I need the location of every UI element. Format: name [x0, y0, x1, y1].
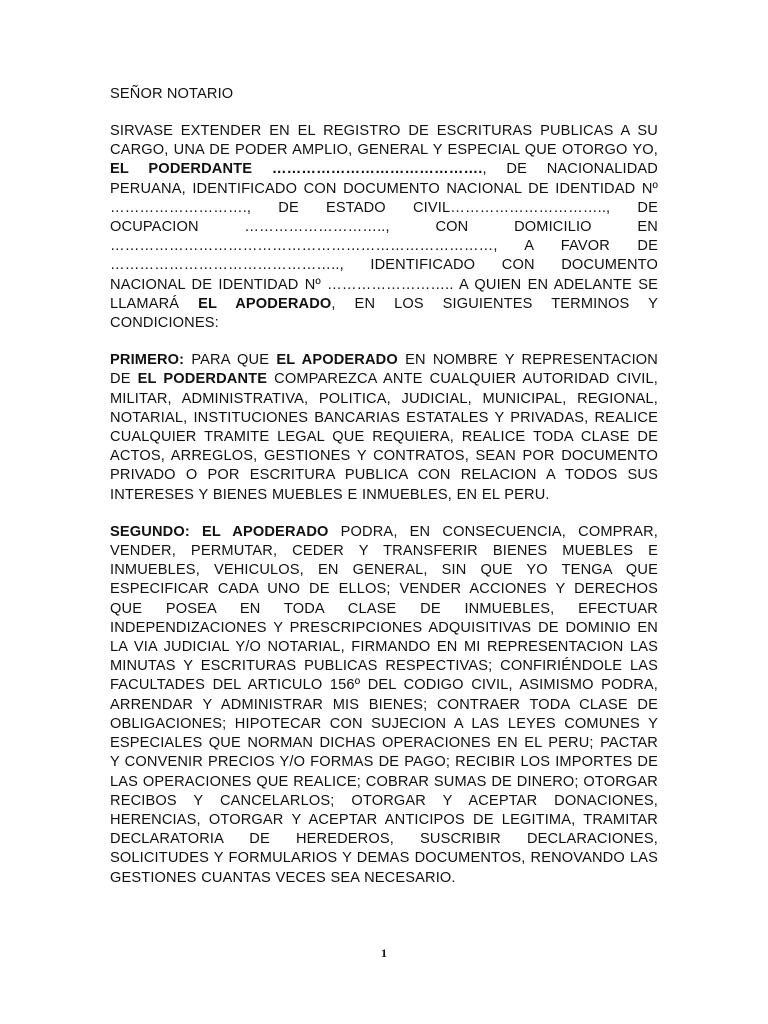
primero-text-3: COMPAREZCA ANTE CUALQUIER AUTORIDAD CIVIL, MILITAR, ADMINISTRATIVA, POLITICA, JUDICIAL, MUNICIPAL, REGIONAL, NOTARIAL, INSTITUCIONES BANCARIAS ESTATALES Y PRIVADAS, REALICE CUALQUIER TRAMITE LEGAL QUE REQUIERA, REALICE TODA CLASE DE ACTOS, ARREGLOS, GESTIONES Y CONTRATOS, SEAN POR DOCUMENTO PRIVADO O POR ESCRITURA PUBLICA CON RELACION A TODOS SUS INTERESES Y BIENES MUEBLES E INMUEBLES, EN EL PERU. [110, 371, 658, 503]
intro-text-2: , DE NACIONALIDAD PERUANA, IDENTIFICADO CON DOCUMENTO NACIONAL DE IDENTIDAD Nº ………………………., DE ESTADO CIVIL………………………….., DE OCUPACION ……………………….., CON DOMICILIO EN ……………………………………………………………………, A FAVOR DE ……………………………………….., IDENTIFICADO CON DOCUMENTO NACIONAL DE IDENTIDAD Nº …………………….. A QUIEN EN ADELANTE SE LLAMARÁ [110, 161, 658, 312]
clause-segundo [110, 523, 658, 888]
document-page [110, 84, 658, 906]
intro-bold-poderdante: EL PODERDANTE ……………………………………. [110, 161, 483, 178]
segundo-label: SEGUNDO: EL APODERADO [110, 523, 329, 540]
salutation: SEÑOR NOTARIO [110, 86, 234, 102]
primero-text-1: PARA QUE [184, 352, 277, 369]
clause-primero [110, 351, 658, 505]
primero-text-2: EN NOMBRE Y REPRESENTACION DE [110, 352, 658, 388]
page-number: 1 [381, 946, 387, 960]
intro-paragraph [110, 122, 658, 333]
intro-text-1: SIRVASE EXTENDER EN EL REGISTRO DE ESCRITURAS PUBLICAS A SU CARGO, UNA DE PODER AMPLIO, GENERAL Y ESPECIAL QUE OTORGO YO, [110, 123, 658, 159]
primero-bold-poderdante: EL PODERDANTE [137, 371, 268, 388]
primero-bold-apoderado: EL APODERADO [276, 352, 398, 369]
intro-text-3: , EN LOS SIGUIENTES TERMINOS Y CONDICIONES: [110, 295, 658, 332]
segundo-text-1: PODRA, EN CONSECUENCIA, COMPRAR, VENDER, PERMUTAR, CEDER Y TRANSFERIR BIENES MUEBLES E INMUEBLES, VEHICULOS, EN GENERAL, SIN QUE YO TENGA QUE ESPECIFICAR CADA UNO DE ELLOS; VENDER ACCIONES Y DERECHOS QUE POSEA EN TODA CLASE DE INMUEBLES, EFECTUAR INDEPENDIZACIONES Y PRESCRIPCIONES ADQUISITIVAS DE DOMINIO EN LA VIA JUDICIAL Y/O NOTARIAL, FIRMANDO EN MI REPRESENTACION LAS MINUTAS Y ESCRITURAS PUBLICAS RESPECTIVAS; CONFIRIÉNDOLE LAS FACULTADES DEL ARTICULO 156º DEL CODIGO CIVIL, ASIMISMO PODRA, ARRENDAR Y ADMINISTRAR MIS BIENES; CONTRAER TODA CLASE DE OBLIGACIONES; HIPOTECAR CON SUJECION A LAS LEYES COMUNES Y ESPECIALES QUE NORMAN DICHAS OPERACIONES EN EL PERU; PACTAR Y CONVENIR PRECIOS Y/O FORMAS DE PAGO; RECIBIR LOS IMPORTES DE LAS OPERACIONES QUE REALICE; COBRAR SUMAS DE DINERO; OTORGAR RECIBOS Y CANCELARLOS; OTORGAR Y ACEPTAR DONACIONES, HERENCIAS, OTORGAR Y ACEPTAR ANTICIPOS DE LEGITIMA, TRAMITAR DECLARATORIA DE HEREDEROS, SUSCRIBIR DECLARACIONES, SOLICITUDES Y FORMULARIOS Y DEMAS DOCUMENTOS, RENOVANDO LAS GESTIONES CUANTAS VECES SEA NECESARIO. [110, 523, 658, 886]
primero-label: PRIMERO: [110, 352, 185, 369]
intro-bold-apoderado: EL APODERADO [198, 295, 332, 312]
